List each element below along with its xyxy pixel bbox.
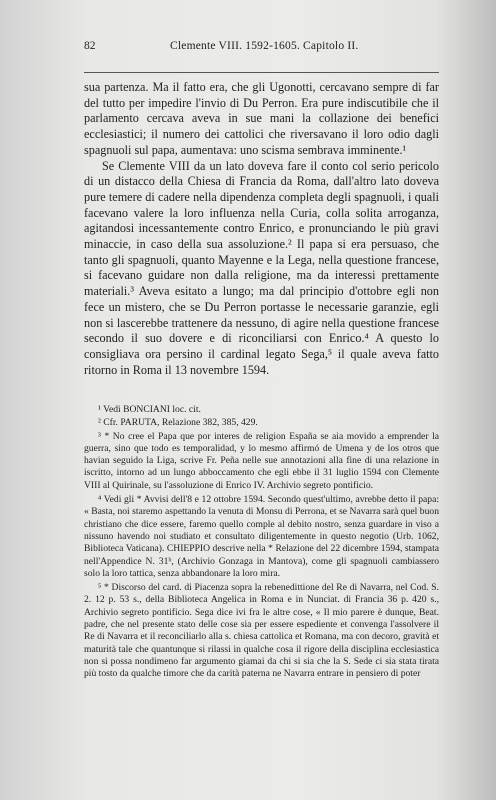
paragraph: sua partenza. Ma il fatto era, che gli Ugonotti, cercavano sempre di far del tutto per impedire l'invio di Du Perron. Era pure indiscutibile che il parlamento cercava aveva in sue mani la collazione dei benefici ecclesiastici; il numero dei cattolici che riversavano il loro odio dagli spagnuoli sul papa, aumentava: uno scisma sembrava imminente.¹ [84, 80, 439, 157]
footnotes [84, 404, 439, 683]
running-header [84, 40, 439, 56]
page-number: 82 [84, 40, 96, 52]
header-rule [84, 72, 439, 73]
footnote: ¹ Vedi BONCIANI loc. cit. [98, 404, 201, 415]
footnote: ⁴ Vedi gli * Avvisi dell'8 e 12 ottobre 1594. Secondo quest'ultimo, avrebbe detto il papa: « Basta, noi staremo aspettando la venuta di Monsu di Perrona, et se Navarra sarà quel buon christiano che dice essere, faremo quello comple al debito nostro, senza guardare in viso a nissuno havendo noi studiato et consultato diligentemente in questo negotio (Urb. 1062, Biblioteca Vaticana). CHIEPPIO descrive nella * Relazione del 22 dicembre 1594, stampata nell'Appendice N. 31ᵇ, (Archivio Gonzaga in Mantova), come gli spagnuoli cambiassero solo la loro tattica, senza abbandonare la loro mira. [84, 494, 439, 579]
paragraph: Se Clemente VIII da un lato doveva fare il conto col serio pericolo di un distacco della Chiesa di Francia da Roma, dall'altro lato doveva pure temere di cadere nella dipendenza completa degli spagnuoli, i quali facevano valere la loro influenza nella Curia, colla solita arroganza, agitandosi incessantemente contro Enrico, e pronunciando le più gravi minaccie, in caso della sua assoluzione.² Il papa si era persuaso, che tanto gli spagnuoli, quanto Mayenne e la Lega, nella questione francese, si facevano guidare non dalla religione, ma da interessi prettamente materiali.³ Aveva esitato a lungo; ma dal principio d'ottobre egli non fece un mistero, che se Du Perron portasse le necessarie garanzie, egli non si lascerebbe trattenere da nessuno, di agire nella questione francese secondo il suo dovere e di riconciliarsi con Enrico.⁴ A questo lo consigliava ora persino il cardinal legato Sega,⁵ il quale aveva fatto ritorno in Roma il 13 novembre 1594. [84, 158, 439, 377]
footnote: ³ * No cree el Papa que por interes de religion España se aia movido a emprender la guerra, sino que todo es temporalidad, y lo mesmo affirmó de Umena y de los otros que havian seguido la Liga, scrive Fr. Peña nelle sue annotazioni alla fine di una relazione in iscritto, intorno ad un lungo abboccamento che egli ebbe il 31 luglio 1594 con Clemente VIII al Quirinale, su l'assoluzione di Enrico IV. Archivio segreto pontificio. [84, 430, 439, 491]
main-text [84, 80, 439, 378]
running-title: Clemente VIII. 1592-1605. Capitolo II. [170, 40, 359, 52]
footnote: ⁵ * Discorso del card. di Piacenza sopra la rebenedittione del Re di Navarra, nel Cod. S. 2. 12 p. 53 s., della Biblioteca Angelica in Roma e in Nunciat. di Francia 36 p. 420 s., Archivio segreto pontificio. Sega dice ivi fra le altre cose, « Il mio parere è dunque, Beat. padre, che nel presente stato delle cose sia per essere espediente et convenga l'assolvere il Re di Navarra et il reconciliarlo alla s. chiesa cattolica et Romana, ma con decoro, gravità et maturità tale che quantunque si rilassi in qualche cosa il rigore della disciplina ecclesiastica non si possa nondimeno far argumento giamai da chi si sia che la S. Sede ci sia stata tirata più tosto da qualche timore che da carità paterna ne Navarra entrare in pensiero di poter [84, 582, 439, 680]
footnote: ² Cfr. PARUTA, Relazione 382, 385, 429. [98, 417, 258, 429]
